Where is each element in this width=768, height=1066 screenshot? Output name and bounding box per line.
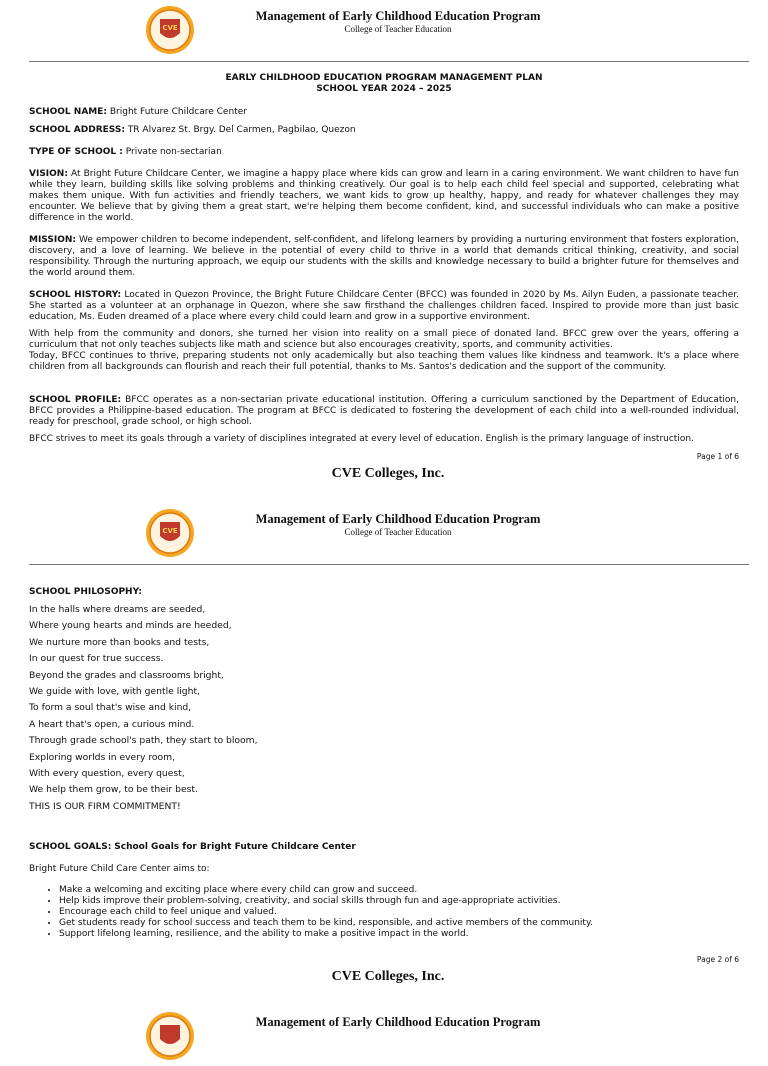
page-1 (0, 0, 768, 495)
page-3 (0, 1006, 768, 1066)
poem-line: We help them grow, to be their best. (29, 784, 198, 796)
page-2 (0, 503, 768, 998)
poem-line: THIS IS OUR FIRM COMMITMENT! (29, 800, 181, 812)
goal-item: • Make a welcoming and exciting place where every child can grow and succeed. (59, 885, 759, 896)
poem-line: Where young hearts and minds are heeded, (29, 620, 232, 632)
svg-text:CVE: CVE (162, 24, 178, 32)
poem-line: With every question, every quest, (29, 768, 185, 779)
doc-title-line-2: SCHOOL YEAR 2024 – 2025 (316, 84, 452, 94)
poem-line: In our quest for true success. (29, 653, 164, 665)
svg-text:CVE: CVE (162, 527, 178, 535)
goal-item: • Get students ready for school success and teach them to be kind, responsible, and active members of the community. (59, 918, 759, 929)
goal-item: • Encourage each child to feel unique and valued. (59, 907, 759, 918)
profile-paragraph-2: BFCC strives to meet its goals through a variety of disciplines integrated at every level of education. English is the primary language of instruction. (29, 434, 694, 444)
poem-line: To form a soul that's wise and kind, (29, 702, 192, 714)
school-address-label: SCHOOL ADDRESS: (29, 125, 125, 135)
header-subtitle: College of Teacher Education (344, 527, 452, 537)
doc-title-line-1: EARLY CHILDHOOD EDUCATION PROGRAM MANAGEMENT PLAN (225, 73, 543, 83)
goals-label: SCHOOL GOALS: (29, 842, 112, 852)
poem-line: A heart that's open, a curious mind. (29, 718, 195, 730)
goal-item: • Help kids improve their problem-solving, creativity, and social skills through fun and age-appropriate activities. (59, 896, 759, 907)
goals-heading-text: School Goals for Bright Future Childcare Center (114, 842, 356, 852)
header-subtitle: College of Teacher Education (344, 24, 452, 34)
philosophy-label: SCHOOL PHILOSOPHY: (29, 587, 142, 597)
footer-org-2: CVE Colleges, Inc. (331, 969, 445, 984)
mission-label: MISSION: (29, 235, 76, 245)
history-paragraph-3: Today, BFCC continues to thrive, preparing students not only academically but also teaching them values like kindness and teamwork. It's a place where children from all backgrounds can flourish and reach their full potential, thanks to Ms. Santos's dedication and the support of the community. (29, 351, 739, 372)
poem-line: Exploring worlds in every room, (29, 751, 176, 763)
poem-line: In the halls where dreams are seeded, (29, 604, 206, 615)
vision-text: At Bright Future Childcare Center, we imagine a happy place where kids can grow and learn in a caring environment. We want children to have fun while they learn, building skills like solving problems and thinking creatively. Our goal is to help each child feel special and supported, celebrating what makes them unique. With fun activities and friendly teachers, we want kids to grow up healthy, happy, and ready for whatever challenges they may encounter. We believe that by giving them a great start, we're helping them become confident, kind, and successful individuals who can make a positive difference in the world. (29, 169, 739, 223)
header-divider (29, 564, 749, 565)
footer-org-1: CVE Colleges, Inc. (331, 466, 445, 481)
school-name-label: SCHOOL NAME: (29, 107, 107, 117)
poem-line: Beyond the grades and classrooms bright, (29, 669, 224, 681)
header-title: Management of Early Childhood Education Program (255, 1015, 541, 1029)
poem-line: We nurture more than books and tests, (29, 636, 210, 648)
goal-item: • Support lifelong learning, resilience, and the ability to make a positive impact in the world. (59, 929, 759, 940)
goals-heading (29, 842, 739, 853)
school-type-value: Private non-sectarian (125, 147, 222, 157)
school-address-value: TR Alvarez St. Brgy. Del Carmen, Pagbilao, Quezon (127, 125, 356, 135)
school-type (29, 147, 739, 158)
history-label: SCHOOL HISTORY: (29, 290, 122, 300)
history-paragraph-2: With help from the community and donors, she turned her vision into reality on a small piece of donated land. BFCC grew over the years, offering a curriculum that not only teaches subjects like math and science but also encourages creativity, sports, and community activities. (29, 329, 739, 350)
page-number-2: Page 2 of 6 (696, 955, 739, 964)
school-name (29, 107, 739, 118)
header-divider (29, 61, 749, 62)
history-paragraph-1 (29, 290, 739, 323)
profile-text-1: BFCC operates as a non-sectarian private educational institution. Offering a curriculum sanctioned by the Department of Education, BFCC provides a Philippine-based education. The program at BFCC is dedicated to fostering the development of each child into a well-rounded individual, ready for preschool, grade school, or high school. (29, 395, 739, 427)
poem-line: Through grade school's path, they start to bloom, (29, 735, 258, 747)
profile-paragraph-1 (29, 395, 739, 428)
school-type-label: TYPE OF SCHOOL : (29, 147, 123, 157)
poem-line: We guide with love, with gentle light, (29, 686, 200, 697)
mission-paragraph (29, 235, 739, 279)
mission-text: We empower children to become independent, self-confident, and lifelong learners by providing a nurturing environment that fosters exploration, discovery, and a love of learning. We believe in the potential of every child to thrive in a world that demands critical thinking, creativity, and social responsibility. Through the nurturing approach, we equip our students with the skills and knowledge necessary to build a brighter future for themselves and the world around them. (29, 235, 739, 278)
doc-title (29, 73, 739, 95)
vision-label: VISION: (29, 169, 68, 179)
school-address (29, 125, 739, 136)
page-number-1: Page 1 of 6 (696, 452, 739, 461)
history-text-1: Located in Quezon Province, the Bright Future Childcare Center (BFCC) was founded in 2020 by Ms. Ailyn Euden, a passionate teacher. She started as a volunteer at an orphanage in Quezon, where she saw firsthand the challenges children faced. Inspired to provide more than just basic education, Ms. Euden dreamed of a place where every child could learn and grow in a supportive environment. (29, 290, 739, 322)
goals-list (27, 885, 759, 940)
vision-paragraph (29, 169, 739, 224)
header-title: Management of Early Childhood Education Program (255, 512, 541, 526)
profile-label: SCHOOL PROFILE: (29, 395, 122, 405)
school-name-value: Bright Future Childcare Center (109, 107, 247, 117)
goals-intro: Bright Future Child Care Center aims to: (29, 864, 210, 874)
header-title: Management of Early Childhood Education Program (255, 9, 541, 23)
